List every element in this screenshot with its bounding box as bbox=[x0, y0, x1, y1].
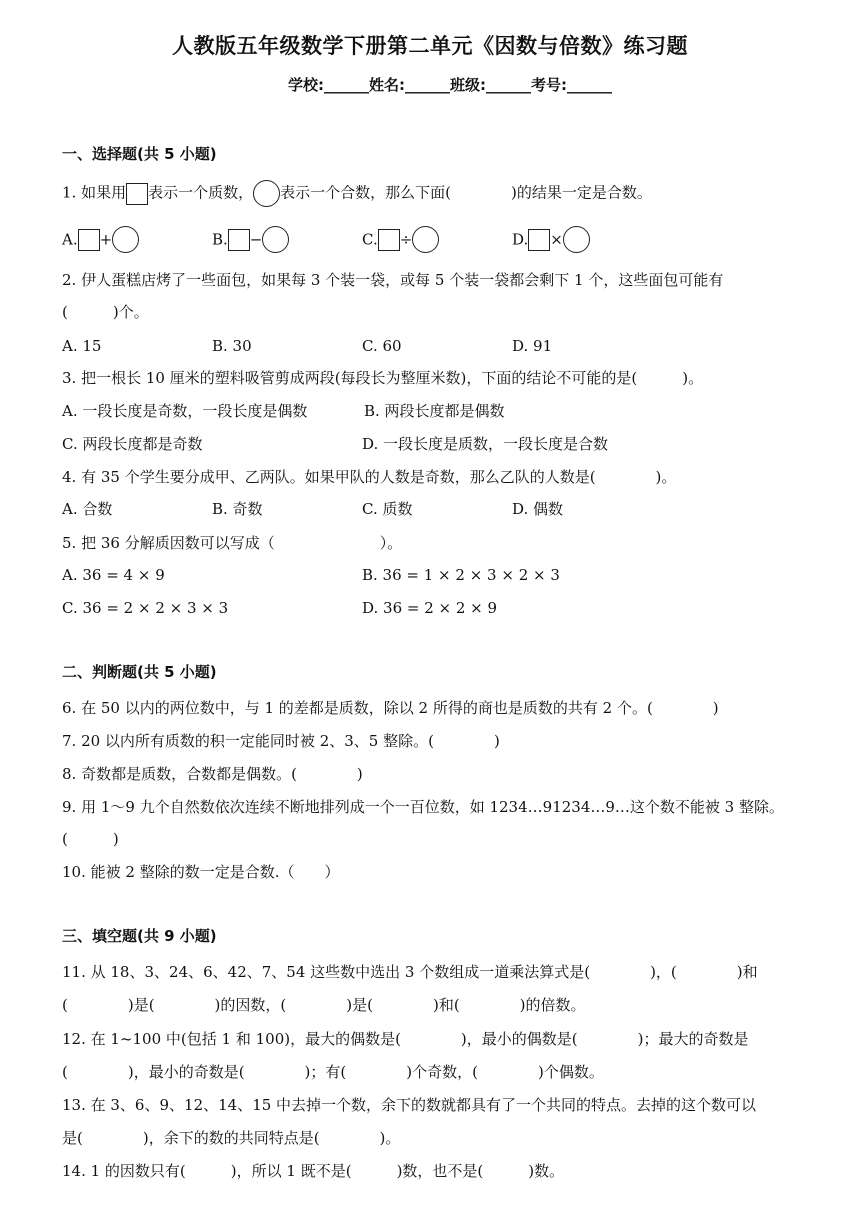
circle-shape bbox=[412, 226, 439, 253]
student-info-line: 学校:______姓名:______班级:______考号:______ bbox=[288, 76, 612, 94]
question-2-line-1: 2. 伊人蛋糕店烤了一些面包，如果每 3 个装一袋，或每 5 个装一袋都会剩下 1 个，这些面包可能有 bbox=[62, 271, 724, 289]
question-8: 8. 奇数都是质数，合数都是偶数。( ) bbox=[62, 765, 363, 783]
page-title: 人教版五年级数学下册第二单元《因数与倍数》练习题 bbox=[172, 34, 688, 58]
question-1-text-c: 表示一个合数，那么下面( )的结果一定是合数。 bbox=[280, 183, 652, 202]
question-14: 14. 1 的因数只有( )，所以 1 既不是( )数，也不是( )数。 bbox=[62, 1162, 565, 1180]
question-12-line-2: ( )，最小的奇数是( )；有( )个奇数，( )个偶数。 bbox=[62, 1063, 604, 1081]
question-3-option-d: D. 一段长度是质数，一段长度是合数 bbox=[362, 435, 609, 453]
question-12-line-1: 12. 在 1~100 中(包括 1 和 100)，最大的偶数是( )，最小的偶数是( )；最大的奇数是 bbox=[62, 1030, 749, 1048]
question-10: 10. 能被 2 整除的数一定是合数.（ ） bbox=[62, 863, 340, 881]
question-1-option-c: C. ÷ bbox=[362, 226, 439, 253]
question-4-option-d: D. 偶数 bbox=[512, 500, 564, 518]
circle-shape bbox=[262, 226, 289, 253]
circle-shape bbox=[563, 226, 590, 253]
section-title-judge: 二、判断题(共 5 小题) bbox=[62, 663, 217, 681]
square-shape bbox=[78, 229, 100, 251]
question-1-option-a: A. + bbox=[62, 226, 139, 253]
question-1-option-d: D. × bbox=[512, 226, 590, 253]
question-2-option-a: A. 15 bbox=[62, 337, 102, 355]
question-4-line-1: 4. 有 35 个学生要分成甲、乙两队。如果甲队的人数是奇数，那么乙队的人数是( )。 bbox=[62, 468, 677, 486]
question-5-option-d: D. 36 = 2 × 2 × 9 bbox=[362, 599, 498, 617]
question-7: 7. 20 以内所有质数的积一定能同时被 2、3、5 整除。( ) bbox=[62, 732, 500, 750]
section-title-choice: 一、选择题(共 5 小题) bbox=[62, 145, 217, 163]
question-4-option-c: C. 质数 bbox=[362, 500, 413, 518]
question-1-text-b: 表示一个质数， bbox=[148, 183, 254, 202]
question-9-line-2: ( ) bbox=[62, 830, 119, 848]
square-shape bbox=[228, 229, 250, 251]
question-5-option-a: A. 36 = 4 × 9 bbox=[62, 566, 165, 584]
circle-shape bbox=[253, 180, 280, 207]
question-4-option-b: B. 奇数 bbox=[212, 500, 263, 518]
question-9-line-1: 9. 用 1～9 九个自然数依次连续不断地排列成一个一百位数，如 1234…91234…9…这个数不能被 3 整除。 bbox=[62, 798, 784, 816]
question-1 bbox=[62, 180, 652, 207]
circle-shape bbox=[112, 226, 139, 253]
question-13-line-2: 是( )，余下的数的共同特点是( )。 bbox=[62, 1129, 401, 1147]
question-3-option-a: A. 一段长度是奇数，一段长度是偶数 bbox=[62, 402, 308, 420]
question-3-option-b: B. 两段长度都是偶数 bbox=[364, 402, 505, 420]
section-title-fill: 三、填空题(共 9 小题) bbox=[62, 927, 217, 945]
square-shape bbox=[378, 229, 400, 251]
question-5-option-b: B. 36 = 1 × 2 × 3 × 2 × 3 bbox=[362, 566, 560, 584]
square-shape bbox=[528, 229, 550, 251]
question-6: 6. 在 50 以内的两位数中，与 1 的差都是质数，除以 2 所得的商也是质数的共有 2 个。( ) bbox=[62, 699, 719, 717]
question-2-option-c: C. 60 bbox=[362, 337, 402, 355]
question-11-line-2: ( )是( )的因数，( )是( )和( )的倍数。 bbox=[62, 996, 586, 1014]
question-11-line-1: 11. 从 18、3、24、6、42、7、54 这些数中选出 3 个数组成一道乘法算式是( )，( )和 bbox=[62, 963, 758, 981]
question-4-option-a: A. 合数 bbox=[62, 500, 113, 518]
question-2-option-d: D. 91 bbox=[512, 337, 553, 355]
question-3-line-1: 3. 把一根长 10 厘米的塑料吸管剪成两段(每段长为整厘米数)，下面的结论不可能的是( )。 bbox=[62, 369, 704, 387]
question-2-line-2: ( )个。 bbox=[62, 303, 149, 321]
question-1-text-a: 1. 如果用 bbox=[62, 183, 127, 202]
question-13-line-1: 13. 在 3、6、9、12、14、15 中去掉一个数，余下的数就都具有了一个共同的特点。去掉的这个数可以 bbox=[62, 1096, 757, 1114]
question-1-option-b: B. − bbox=[212, 226, 289, 253]
question-2-option-b: B. 30 bbox=[212, 337, 252, 355]
question-5-option-c: C. 36 = 2 × 2 × 3 × 3 bbox=[62, 599, 229, 617]
question-3-option-c: C. 两段长度都是奇数 bbox=[62, 435, 203, 453]
question-5-line-1: 5. 把 36 分解质因数可以写成（ ）。 bbox=[62, 534, 403, 552]
square-shape bbox=[126, 183, 148, 205]
